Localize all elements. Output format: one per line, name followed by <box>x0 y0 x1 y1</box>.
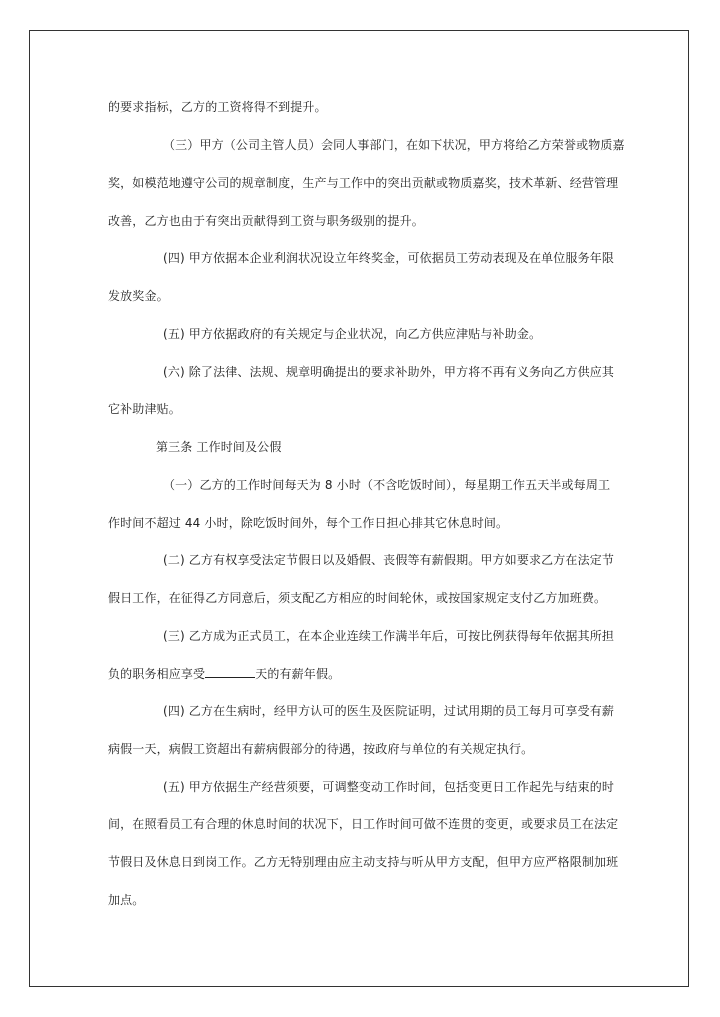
blank-field <box>205 665 255 678</box>
text-line: 发放奖金。 <box>108 289 169 303</box>
text-line: (四) 甲方依据本企业利润状况设立年终奖金，可依据员工劳动表现及在单位服务年限 <box>163 251 615 265</box>
text-fragment: 负的职务相应享受 <box>108 667 206 681</box>
text-line: 改善，乙方也由于有突出贡献得到工资与职务级别的提升。 <box>108 214 424 228</box>
text-fragment: 天的有薪年假。 <box>255 667 341 681</box>
text-line: 假日工作，在征得乙方同意后，须支配乙方相应的时间轮休，或按国家规定支付乙方加班费。 <box>108 591 607 605</box>
fill-in-line <box>108 665 340 682</box>
text-line: (二) 乙方有权享受法定节假日以及婚假、丧假等有薪假期。甲方如要求乙方在法定节 <box>163 553 615 567</box>
page-border <box>29 30 689 987</box>
text-line: (三) 乙方成为正式员工，在本企业连续工作满半年后，可按比例获得每年依据其所担 <box>163 629 615 643</box>
text-line: 的要求指标，乙方的工资将得不到提升。 <box>108 100 327 114</box>
text-line: (四) 乙方在生病时，经甲方认可的医生及医院证明，过试用期的员工每月可享受有薪 <box>163 704 615 718</box>
text-line: (五) 甲方依据政府的有关规定与企业状况，向乙方供应津贴与补助金。 <box>163 327 542 341</box>
text-line: 作时间不超过 44 小时，除吃饭时间外，每个工作日担心排其它休息时间。 <box>108 516 509 530</box>
text-line: （一）乙方的工作时间每天为 8 小时（不含吃饭时间），每星期工作五天半或每周工 <box>163 478 611 492</box>
text-line: 它补助津贴。 <box>108 402 181 416</box>
text-line: 加点。 <box>108 893 145 907</box>
text-line: （三）甲方（公司主管人员）会同人事部门，在如下状况，甲方将给乙方荣誉或物质嘉 <box>163 138 625 152</box>
text-line: (六) 除了法律、法规、规章明确提出的要求补助外，甲方将不再有义务向乙方供应其 <box>163 365 615 379</box>
text-line: 间，在照看员工有合理的休息时间的状况下，日工作时间可做不连贯的变更，或要求员工在法定 <box>108 817 619 831</box>
section-heading: 第三条 工作时间及公假 <box>156 440 282 454</box>
text-line: 节假日及休息日到岗工作。乙方无特别理由应主动支持与听从甲方支配，但甲方应严格限制加班 <box>108 855 619 869</box>
text-line: 病假一天，病假工资超出有薪病假部分的待遇，按政府与单位的有关规定执行。 <box>108 742 534 756</box>
text-line: 奖，如模范地遵守公司的规章制度，生产与工作中的突出贡献或物质嘉奖，技术革新、经营管理 <box>108 176 619 190</box>
text-line: (五) 甲方依据生产经营须要，可调整变动工作时间，包括变更日工作起先与结束的时 <box>163 780 615 794</box>
